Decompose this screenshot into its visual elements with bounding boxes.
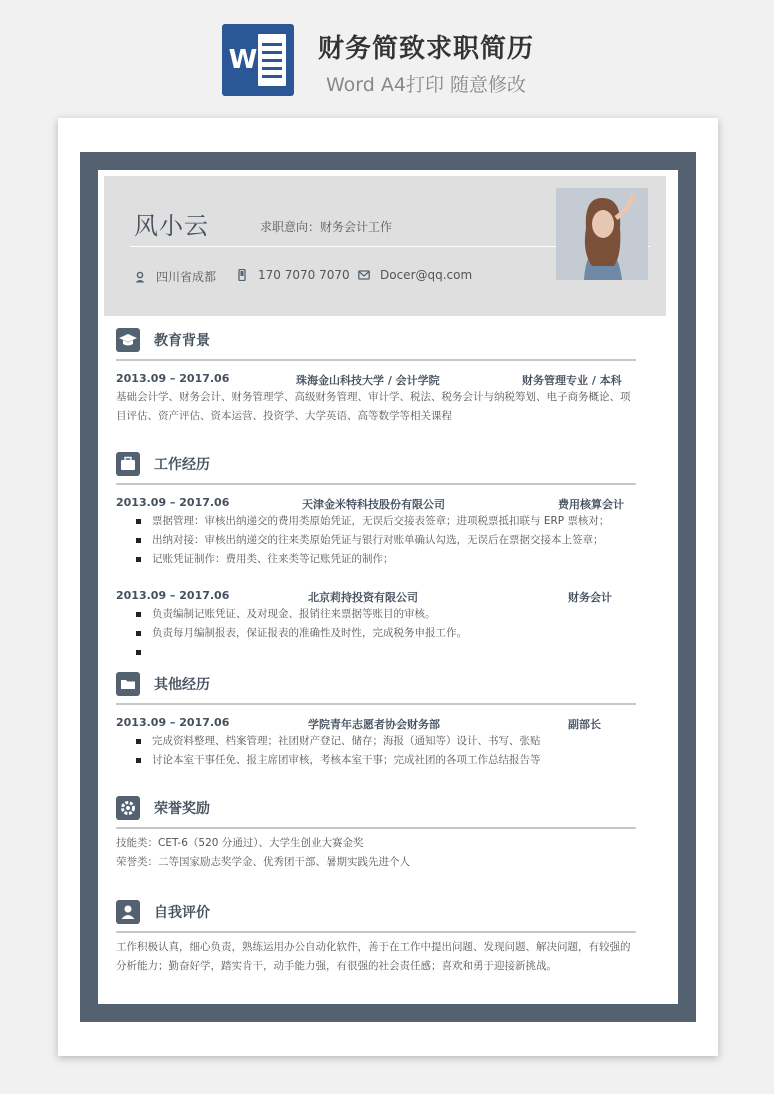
other-org: 学院青年志愿者协会财务部 — [308, 718, 440, 731]
phone-icon — [236, 269, 248, 281]
awards-divider — [116, 827, 636, 829]
job-date: 2013.09 – 2017.06 — [116, 496, 230, 509]
job-role: 费用核算会计 — [558, 498, 624, 511]
other-duty: 完成资料整理、档案管理；社团财产登记、储存；海报（通知等）设计、书写、张贴 — [116, 732, 636, 751]
job-duty — [116, 643, 636, 662]
phone-info — [236, 268, 350, 282]
job-company: 北京莉持投资有限公司 — [308, 591, 418, 604]
phone-text: 170 7070 7070 — [258, 268, 350, 282]
self-title: 自我评价 — [154, 905, 210, 921]
briefcase-icon — [116, 452, 140, 476]
portrait-image — [556, 188, 648, 280]
other-title: 其他经历 — [154, 677, 210, 693]
resume-frame — [80, 152, 696, 1022]
profile-header — [104, 176, 666, 316]
gear-icon — [116, 796, 140, 820]
other-row — [116, 714, 636, 732]
education-header — [116, 328, 636, 352]
education-section — [116, 328, 636, 426]
other-role: 副部长 — [568, 718, 601, 731]
job-duty: 负责编制记账凭证、及对现金、报销往来票据等账目的审核。 — [116, 605, 636, 624]
awards-section — [116, 796, 636, 872]
education-date: 2013.09 – 2017.06 — [116, 372, 230, 385]
resume-page — [58, 118, 718, 1056]
folder-icon — [116, 672, 140, 696]
work-title: 工作经历 — [154, 457, 210, 473]
awards-header — [116, 796, 636, 820]
other-duty: 讨论本室干事任免、报主席团审核，考核本室干事；完成社团的各项工作总结报告等 — [116, 751, 636, 770]
email-text: Docer@qq.com — [380, 268, 473, 282]
location-person-icon — [134, 271, 146, 283]
other-date: 2013.09 – 2017.06 — [116, 716, 230, 729]
work-header — [116, 452, 636, 476]
word-letter: W — [228, 45, 258, 75]
job-row — [116, 587, 636, 605]
education-courses: 基础会计学、财务会计、财务管理学、高级财务管理、审计学、税法、税务会计与纳税筹划、电子商务概论、项目评估、资产评估、资本运营、投资学、大学英语、高等数学等相关课程 — [116, 391, 631, 422]
job-role: 财务会计 — [568, 591, 612, 604]
resume-body — [98, 170, 678, 1004]
job-row — [116, 494, 636, 512]
skills-awards: 技能类：CET-6（520 分通过）、大学生创业大赛金奖 — [116, 837, 364, 849]
other-divider — [116, 703, 636, 705]
self-header — [116, 900, 636, 924]
banner-subtitle: Word A4打印 随意修改 — [326, 74, 527, 96]
job-company: 天津金米特科技股份有限公司 — [302, 498, 445, 511]
other-section — [116, 672, 636, 770]
self-text: 工作积极认真，细心负责，熟练运用办公自动化软件，善于在工作中提出问题、发现问题、解决问题，有较强的分析能力；勤奋好学，踏实肯干，动手能力强，有很强的社会责任感；喜欢和勇于迎接新挑战。 — [116, 941, 631, 972]
honor-awards: 荣誉类：二等国家励志奖学金、优秀团干部、暑期实践先进个人 — [116, 856, 410, 868]
document-lines-icon — [258, 34, 286, 86]
work-divider — [116, 483, 636, 485]
mail-icon — [358, 269, 370, 281]
profile-photo — [556, 188, 648, 280]
education-row — [116, 370, 636, 388]
self-divider — [116, 931, 636, 933]
person-icon — [116, 900, 140, 924]
job-duty: 负责每月编制报表，保证报表的准确性及时性，完成税务申报工作。 — [116, 624, 636, 643]
education-major: 财务管理专业 / 本科 — [522, 374, 622, 387]
work-section — [116, 452, 636, 662]
location-info — [134, 268, 216, 285]
job-date: 2013.09 – 2017.06 — [116, 589, 230, 602]
banner — [0, 0, 774, 110]
job-duty: 票据管理：审核出纳递交的费用类原始凭证，无误后交接表签章；进项税票抵扣联与 ERP 票核对； — [116, 512, 636, 531]
graduation-cap-icon — [116, 328, 140, 352]
candidate-name: 风小云 — [134, 212, 209, 240]
word-icon — [222, 24, 294, 96]
education-divider — [116, 359, 636, 361]
email-info — [358, 268, 472, 282]
job-intent: 求职意向：财务会计工作 — [260, 220, 393, 234]
job-duty: 记账凭证制作：费用类、往来类等记账凭证的制作； — [116, 550, 636, 569]
awards-title: 荣誉奖励 — [154, 801, 210, 817]
location-text: 四川省成都 — [156, 270, 217, 284]
banner-title: 财务简致求职简历 — [318, 34, 535, 64]
other-header — [116, 672, 636, 696]
education-title: 教育背景 — [154, 333, 210, 349]
job-duty: 出纳对接：审核出纳递交的往来类原始凭证与银行对账单确认勾选，无误后在票据交接本上签章； — [116, 531, 636, 550]
education-school: 珠海金山科技大学 / 会计学院 — [296, 374, 440, 387]
self-section — [116, 900, 636, 976]
